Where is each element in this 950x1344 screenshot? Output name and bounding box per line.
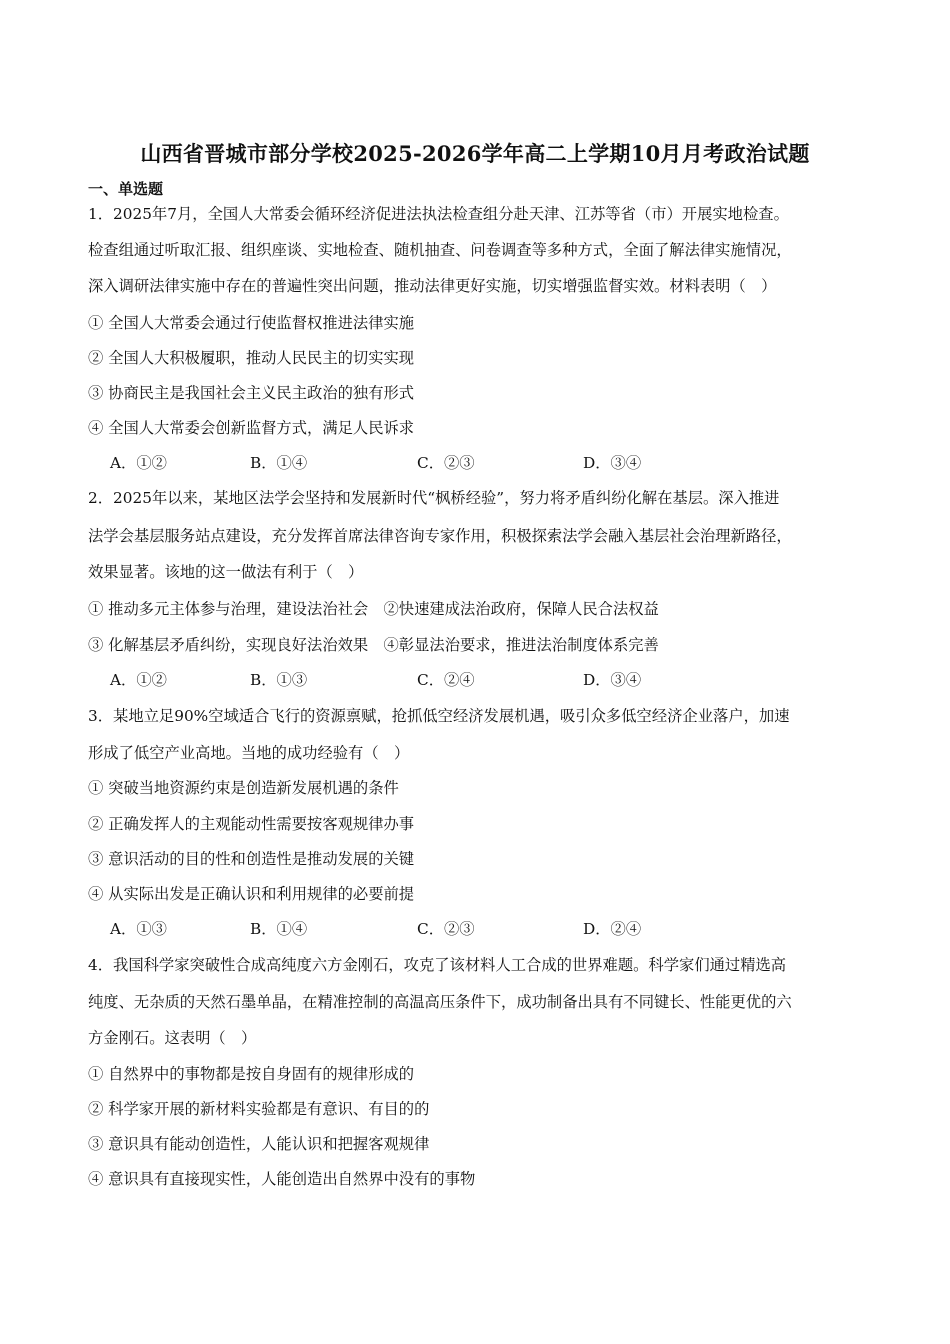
question-1-stem-line: 深入调研法律实施中存在的普遍性突出问题，推动法律更好实施，切实增强监督实效。材料表明（ ）: [88, 277, 777, 295]
question-3-statement: ② 正确发挥人的主观能动性需要按客观规律办事: [88, 815, 415, 833]
question-3-stem-line: 形成了低空产业高地。当地的成功经验有（ ）: [88, 744, 410, 762]
option-b: B．①③: [250, 671, 308, 689]
option-c: C．②③: [417, 920, 475, 938]
option-b: B．①④: [250, 920, 308, 938]
question-4-statement: ① 自然界中的事物都是按自身固有的规律形成的: [88, 1065, 415, 1083]
question-4-statement: ④ 意识具有直接现实性，人能创造出自然界中没有的事物: [88, 1170, 476, 1188]
question-4-stem-line: 纯度、无杂质的天然石墨单晶，在精准控制的高温高压条件下，成功制备出具有不同键长、性能更优的六: [88, 993, 792, 1011]
option-b: B．①④: [250, 454, 308, 472]
option-d: D．③④: [583, 671, 642, 689]
question-4-statement: ② 科学家开展的新材料实验都是有意识、有目的的: [88, 1100, 430, 1118]
option-d: D．③④: [583, 454, 642, 472]
question-1-stem-line: 1．2025年7月，全国人大常委会循环经济促进法执法检查组分赴天津、江苏等省（市）开展实地检查。: [88, 205, 789, 223]
question-3-stem-line: 3．某地立足90%空域适合飞行的资源禀赋，抢抓低空经济发展机遇，吸引众多低空经济企业落户，加速: [88, 707, 790, 725]
question-2-statement: ① 推动多元主体参与治理，建设法治社会 ②快速建成法治政府，保障人民合法权益: [88, 600, 659, 618]
question-2-statement: ③ 化解基层矛盾纠纷，实现良好法治效果 ④彰显法治要求，推进法治制度体系完善: [88, 636, 659, 654]
question-3-statement: ④ 从实际出发是正确认识和利用规律的必要前提: [88, 885, 415, 903]
question-3-statement: ① 突破当地资源约束是创造新发展机遇的条件: [88, 779, 399, 797]
question-1-statement: ④ 全国人大常委会创新监督方式，满足人民诉求: [88, 419, 415, 437]
question-1-statement: ② 全国人大积极履职，推动人民民主的切实实现: [88, 349, 415, 367]
option-d: D．②④: [583, 920, 642, 938]
question-1-stem-line: 检查组通过听取汇报、组织座谈、实地检查、随机抽查、问卷调查等多种方式，全面了解法律实施情况，: [88, 241, 792, 259]
question-4-stem-line: 4．我国科学家突破性合成高纯度六方金刚石，攻克了该材料人工合成的世界难题。科学家们通过精选高: [88, 956, 787, 974]
option-a: A．①②: [110, 454, 167, 472]
question-1-statement: ① 全国人大常委会通过行使监督权推进法律实施: [88, 314, 415, 332]
question-3-statement: ③ 意识活动的目的性和创造性是推动发展的关键: [88, 850, 415, 868]
question-4-statement: ③ 意识具有能动创造性，人能认识和把握客观规律: [88, 1135, 430, 1153]
question-1-statement: ③ 协商民主是我国社会主义民主政治的独有形式: [88, 384, 415, 402]
question-4-stem-line: 方金刚石。这表明（ ）: [88, 1029, 257, 1047]
section-heading: 一、单选题: [88, 180, 164, 198]
question-2-stem-line: 效果显著。该地的这一做法有利于（ ）: [88, 563, 364, 581]
option-c: C．②④: [417, 671, 475, 689]
page-title: 山西省晋城市部分学校2025-2026学年高二上学期10月月考政治试题: [140, 141, 810, 166]
option-a: A．①③: [110, 920, 167, 938]
option-c: C．②③: [417, 454, 475, 472]
question-2-stem-line: 2．2025年以来，某地区法学会坚持和发展新时代“枫桥经验”，努力将矛盾纠纷化解在基层。深入推进: [88, 489, 780, 507]
option-a: A．①②: [110, 671, 167, 689]
question-2-stem-line: 法学会基层服务站点建设，充分发挥首席法律咨询专家作用，积极探索法学会融入基层社会治理新路径，: [88, 527, 792, 545]
